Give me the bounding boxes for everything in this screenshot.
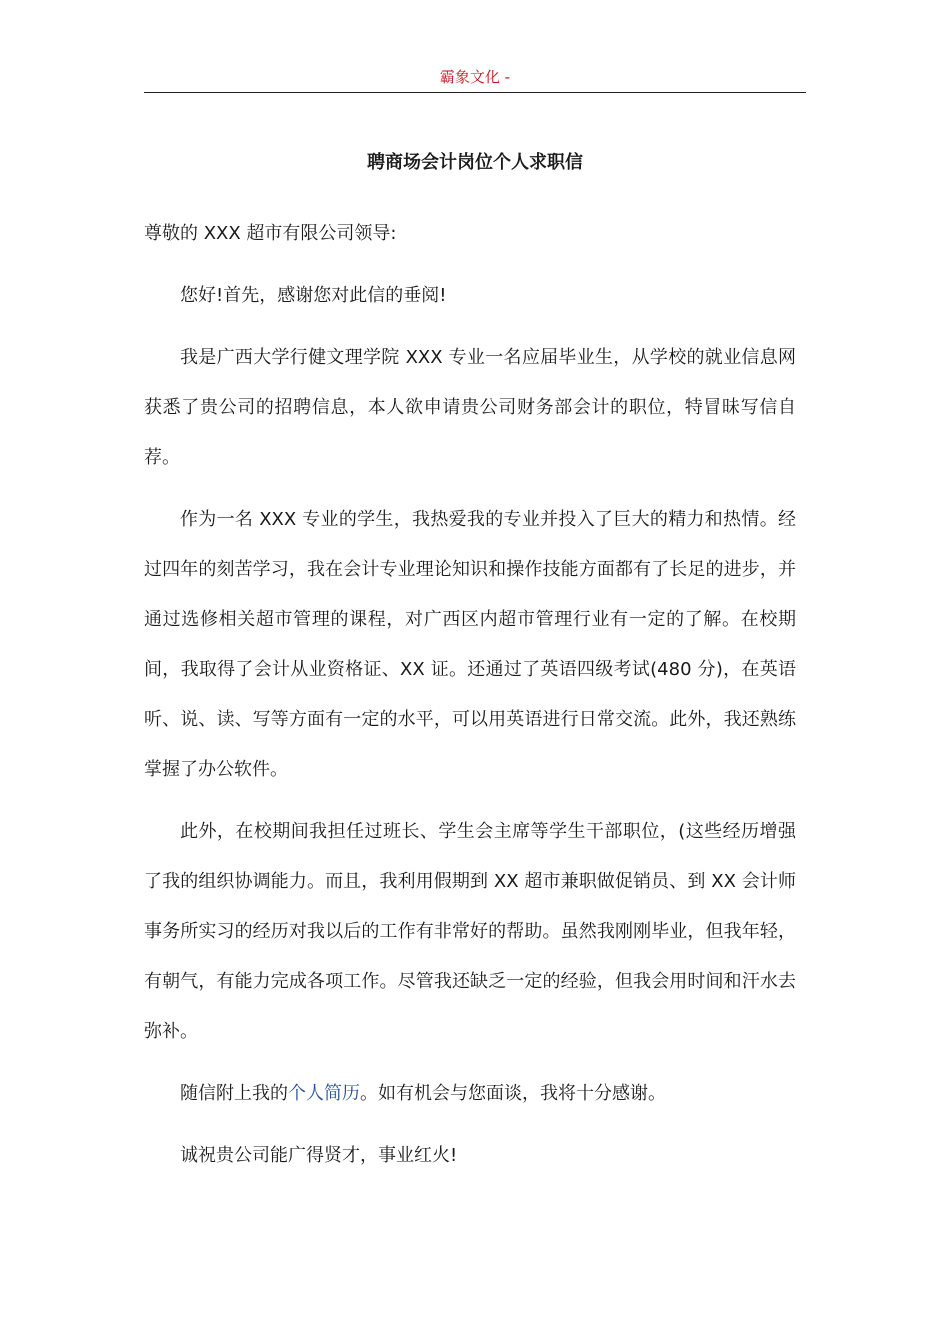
header-text: 霸象文化 -: [439, 68, 511, 86]
paragraph-qualifications: 作为一名 XXX 专业的学生，我热爱我的专业并投入了巨大的精力和热情。经过四年的刻苦学习，我在会计专业理论知识和操作技能方面都有了长足的进步，并通过选修相关超市管理的课程，对广西区内超市管理行业有一定的了解。在校期间，我取得了会计从业资格证、XX 证。还通过了英语四级考试(480 分)，在英语听、说、读、写等方面有一定的水平，可以用英语进行日常交流。此外，我还熟练掌握了办公软件。: [144, 509, 796, 780]
attachment-text-after: 。如有机会与您面谈，我将十分感谢。: [360, 1083, 666, 1104]
letter-body: [144, 209, 796, 1193]
page-header: [144, 66, 806, 93]
attachment-text-before: 随信附上我的: [180, 1083, 288, 1104]
salutation: 尊敬的 XXX 超市有限公司领导:: [144, 223, 397, 244]
document-title: 聘商场会计岗位个人求职信: [367, 152, 583, 173]
paragraph-experience: 此外，在校期间我担任过班长、学生会主席等学生干部职位，(这些经历增强了我的组织协调能力。而且，我利用假期到 XX 超市兼职做促销员、到 XX 会计师事务所实习的经历对我以后的工作有非常好的帮助。虽然我刚刚毕业，但我年轻，有朝气，有能力完成各项工作。尽管我还缺乏一定的经验，但我会用时间和汗水去弥补。: [144, 821, 796, 1042]
paragraph-closing: 诚祝贵公司能广得贤才，事业红火!: [180, 1145, 458, 1166]
paragraph-introduction: 我是广西大学行健文理学院 XXX 专业一名应届毕业生，从学校的就业信息网获悉了贵公司的招聘信息，本人欲申请贵公司财务部会计的职位，特冒昧写信自荐。: [144, 347, 796, 468]
resume-link[interactable]: 个人简历: [288, 1083, 360, 1104]
paragraph-greeting: 您好!首先，感谢您对此信的垂阅!: [180, 285, 447, 306]
paragraph-attachment: [144, 1069, 796, 1119]
